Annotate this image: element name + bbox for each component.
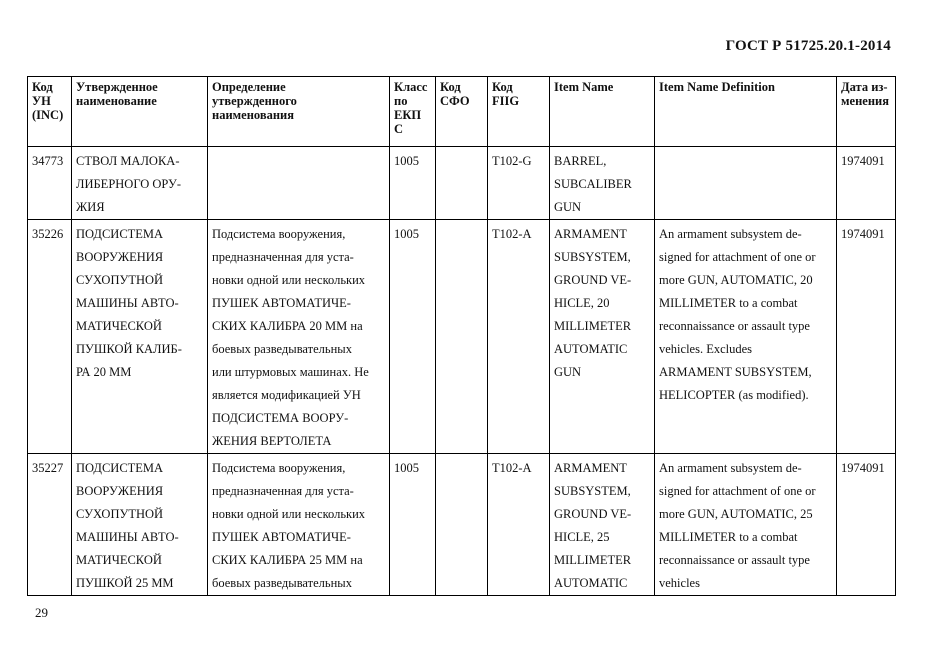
cell-class: 1005 — [390, 220, 436, 454]
column-header-fiig: Код FIIG — [488, 77, 550, 147]
cell-fiig: T102-A — [488, 220, 550, 454]
column-header-sfo: Код СФО — [436, 77, 488, 147]
cell-date: 1974091 — [837, 147, 896, 220]
column-header-approved-name: Утвержденное наименование — [72, 77, 208, 147]
cell-class: 1005 — [390, 454, 436, 596]
cell-inc: 35226 — [28, 220, 72, 454]
column-header-inc: Код УН (INC) — [28, 77, 72, 147]
cell-date: 1974091 — [837, 220, 896, 454]
table-row — [28, 220, 896, 454]
table-row — [28, 454, 896, 596]
cell-sfo — [436, 454, 488, 596]
spec-table — [27, 76, 896, 596]
cell-item-def — [655, 147, 837, 220]
table-row — [28, 147, 896, 220]
cell-definition — [208, 147, 390, 220]
cell-definition: Подсистема вооружения, предназначенная для уста- новки одной или нескольких ПУШЕК АВТОМАТИЧЕ- СКИХ КАЛИБРА 20 ММ на боевых разведывательных или штурмовых машинах. Не является модификацией УН ПОДСИСТЕМА ВООРУ- ЖЕНИЯ ВЕРТОЛЕТА — [208, 220, 390, 454]
cell-item-name: ARMAMENT SUBSYSTEM, GROUND VE- HICLE, 25 MILLIMETER AUTOMATIC — [550, 454, 655, 596]
cell-approved-name: ПОДСИСТЕМА ВООРУЖЕНИЯ СУХОПУТНОЙ МАШИНЫ АВТО- МАТИЧЕСКОЙ ПУШКОЙ 25 ММ — [72, 454, 208, 596]
cell-sfo — [436, 220, 488, 454]
cell-date: 1974091 — [837, 454, 896, 596]
column-header-class: Класс по ЕКП С — [390, 77, 436, 147]
cell-inc: 34773 — [28, 147, 72, 220]
page-number: 29 — [35, 605, 48, 620]
cell-approved-name: СТВОЛ МАЛОКА- ЛИБЕРНОГО ОРУ- ЖИЯ — [72, 147, 208, 220]
cell-definition: Подсистема вооружения, предназначенная для уста- новки одной или нескольких ПУШЕК АВТОМАТИЧЕ- СКИХ КАЛИБРА 25 ММ на боевых разведывательных — [208, 454, 390, 596]
cell-class: 1005 — [390, 147, 436, 220]
cell-item-def: An armament subsystem de- signed for attachment of one or more GUN, AUTOMATIC, 20 MILLIMETER to a combat reconnaissance or assault type vehicles. Excludes ARMAMENT SUBSYSTEM, HELICOPTER (as modified). — [655, 220, 837, 454]
document-title: ГОСТ Р 51725.20.1-2014 — [725, 38, 891, 54]
column-header-item-name: Item Name — [550, 77, 655, 147]
table-header-row — [28, 77, 896, 147]
cell-fiig: T102-A — [488, 454, 550, 596]
column-header-item-def: Item Name Definition — [655, 77, 837, 147]
cell-inc: 35227 — [28, 454, 72, 596]
cell-sfo — [436, 147, 488, 220]
cell-item-name: BARREL, SUBCALIBER GUN — [550, 147, 655, 220]
cell-fiig: T102-G — [488, 147, 550, 220]
cell-approved-name: ПОДСИСТЕМА ВООРУЖЕНИЯ СУХОПУТНОЙ МАШИНЫ АВТО- МАТИЧЕСКОЙ ПУШКОЙ КАЛИБ- РА 20 ММ — [72, 220, 208, 454]
cell-item-def: An armament subsystem de- signed for attachment of one or more GUN, AUTOMATIC, 25 MILLIMETER to a combat reconnaissance or assault type vehicles — [655, 454, 837, 596]
column-header-definition: Определение утвержденного наименования — [208, 77, 390, 147]
cell-item-name: ARMAMENT SUBSYSTEM, GROUND VE- HICLE, 20 MILLIMETER AUTOMATIC GUN — [550, 220, 655, 454]
column-header-date: Дата из- менения — [837, 77, 896, 147]
